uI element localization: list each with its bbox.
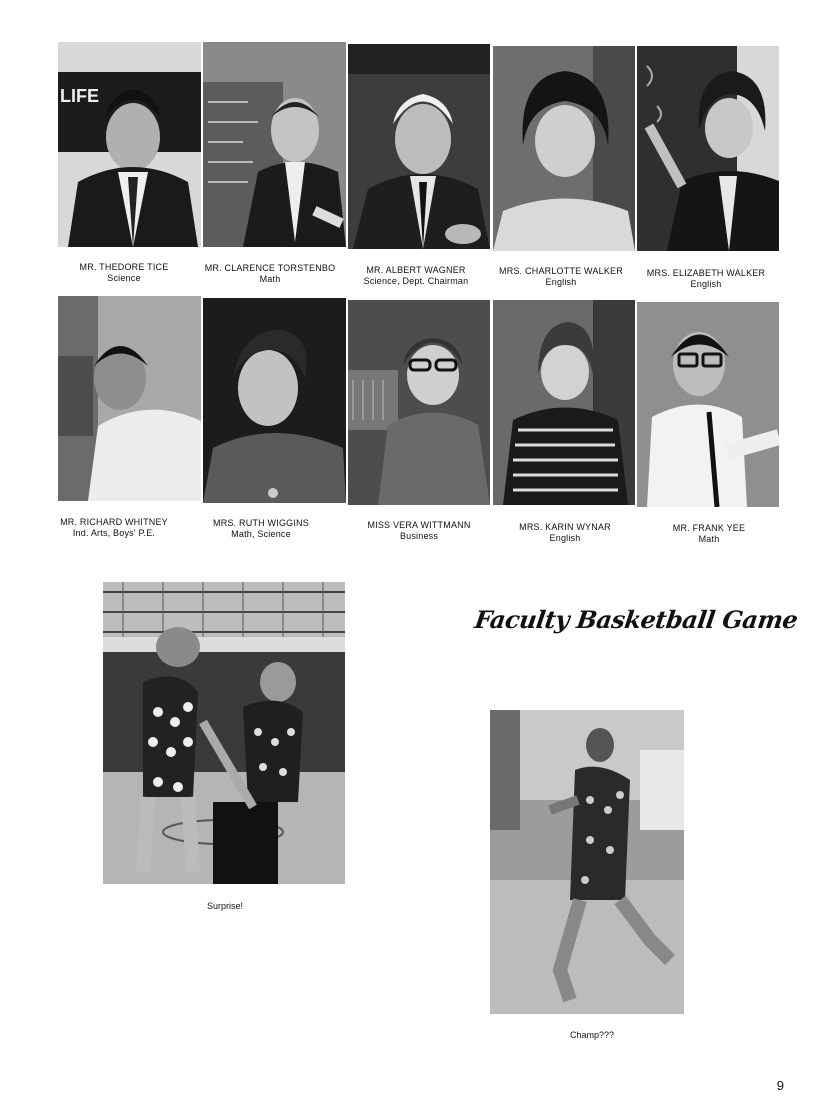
caption-champ: Champ??? (569, 1030, 615, 1040)
faculty-subject: Math, Science (231, 529, 291, 539)
caption-wynar (485, 522, 645, 544)
caption-charlotte-walker (481, 266, 641, 288)
faculty-subject: English (549, 533, 581, 543)
caption-torstenbo (190, 263, 350, 285)
faculty-subject: Business (399, 531, 439, 541)
faculty-subject: Science (107, 273, 141, 283)
faculty-name: MRS. RUTH WIGGINS (213, 518, 309, 528)
faculty-name: MR. ALBERT WAGNER (366, 265, 466, 275)
portrait-wagner (348, 44, 490, 249)
portrait-charlotte-walker (493, 46, 635, 251)
portrait-torstenbo (203, 42, 346, 247)
photo-surprise (103, 582, 345, 884)
faculty-subject: Math (259, 274, 281, 284)
caption-wittmann (339, 520, 499, 542)
caption-whitney (34, 517, 194, 539)
portrait-yee (637, 302, 779, 507)
faculty-subject: Ind. Arts, Boys' P.E. (72, 528, 156, 538)
caption-elizabeth-walker (626, 268, 786, 290)
faculty-name: MRS. ELIZABETH WALKER (646, 268, 766, 278)
faculty-name: MR. FRANK YEE (672, 523, 746, 533)
portrait-elizabeth-walker (637, 46, 779, 251)
faculty-name: MR. CLARENCE TORSTENBO (204, 263, 336, 273)
portrait-wynar (493, 300, 635, 505)
section-title: Faculty Basketball Game (472, 605, 800, 634)
caption-wagner (336, 265, 496, 287)
portrait-wittmann (348, 300, 490, 505)
portrait-whitney (58, 296, 201, 501)
faculty-subject: English (545, 277, 577, 287)
caption-yee (629, 523, 789, 545)
faculty-subject: English (690, 279, 722, 289)
faculty-name: MRS. KARIN WYNAR (519, 522, 611, 532)
faculty-name: MR. RICHARD WHITNEY (60, 517, 168, 527)
portrait-wiggins (203, 298, 346, 503)
faculty-name: MR. THEDORE TICE (79, 262, 169, 272)
photo-champ (490, 710, 684, 1014)
faculty-name: MISS VERA WITTMANN (367, 520, 471, 530)
life-sign-text: LIFE (60, 86, 99, 106)
caption-wiggins (181, 518, 341, 540)
faculty-subject: Math (698, 534, 720, 544)
page-number: 9 (776, 1078, 784, 1093)
caption-surprise: Surprise! (206, 901, 243, 911)
faculty-subject: Science, Dept. Chairman (363, 276, 469, 286)
caption-tice (44, 262, 204, 284)
faculty-name: MRS. CHARLOTTE WALKER (499, 266, 623, 276)
portrait-tice (58, 42, 201, 247)
